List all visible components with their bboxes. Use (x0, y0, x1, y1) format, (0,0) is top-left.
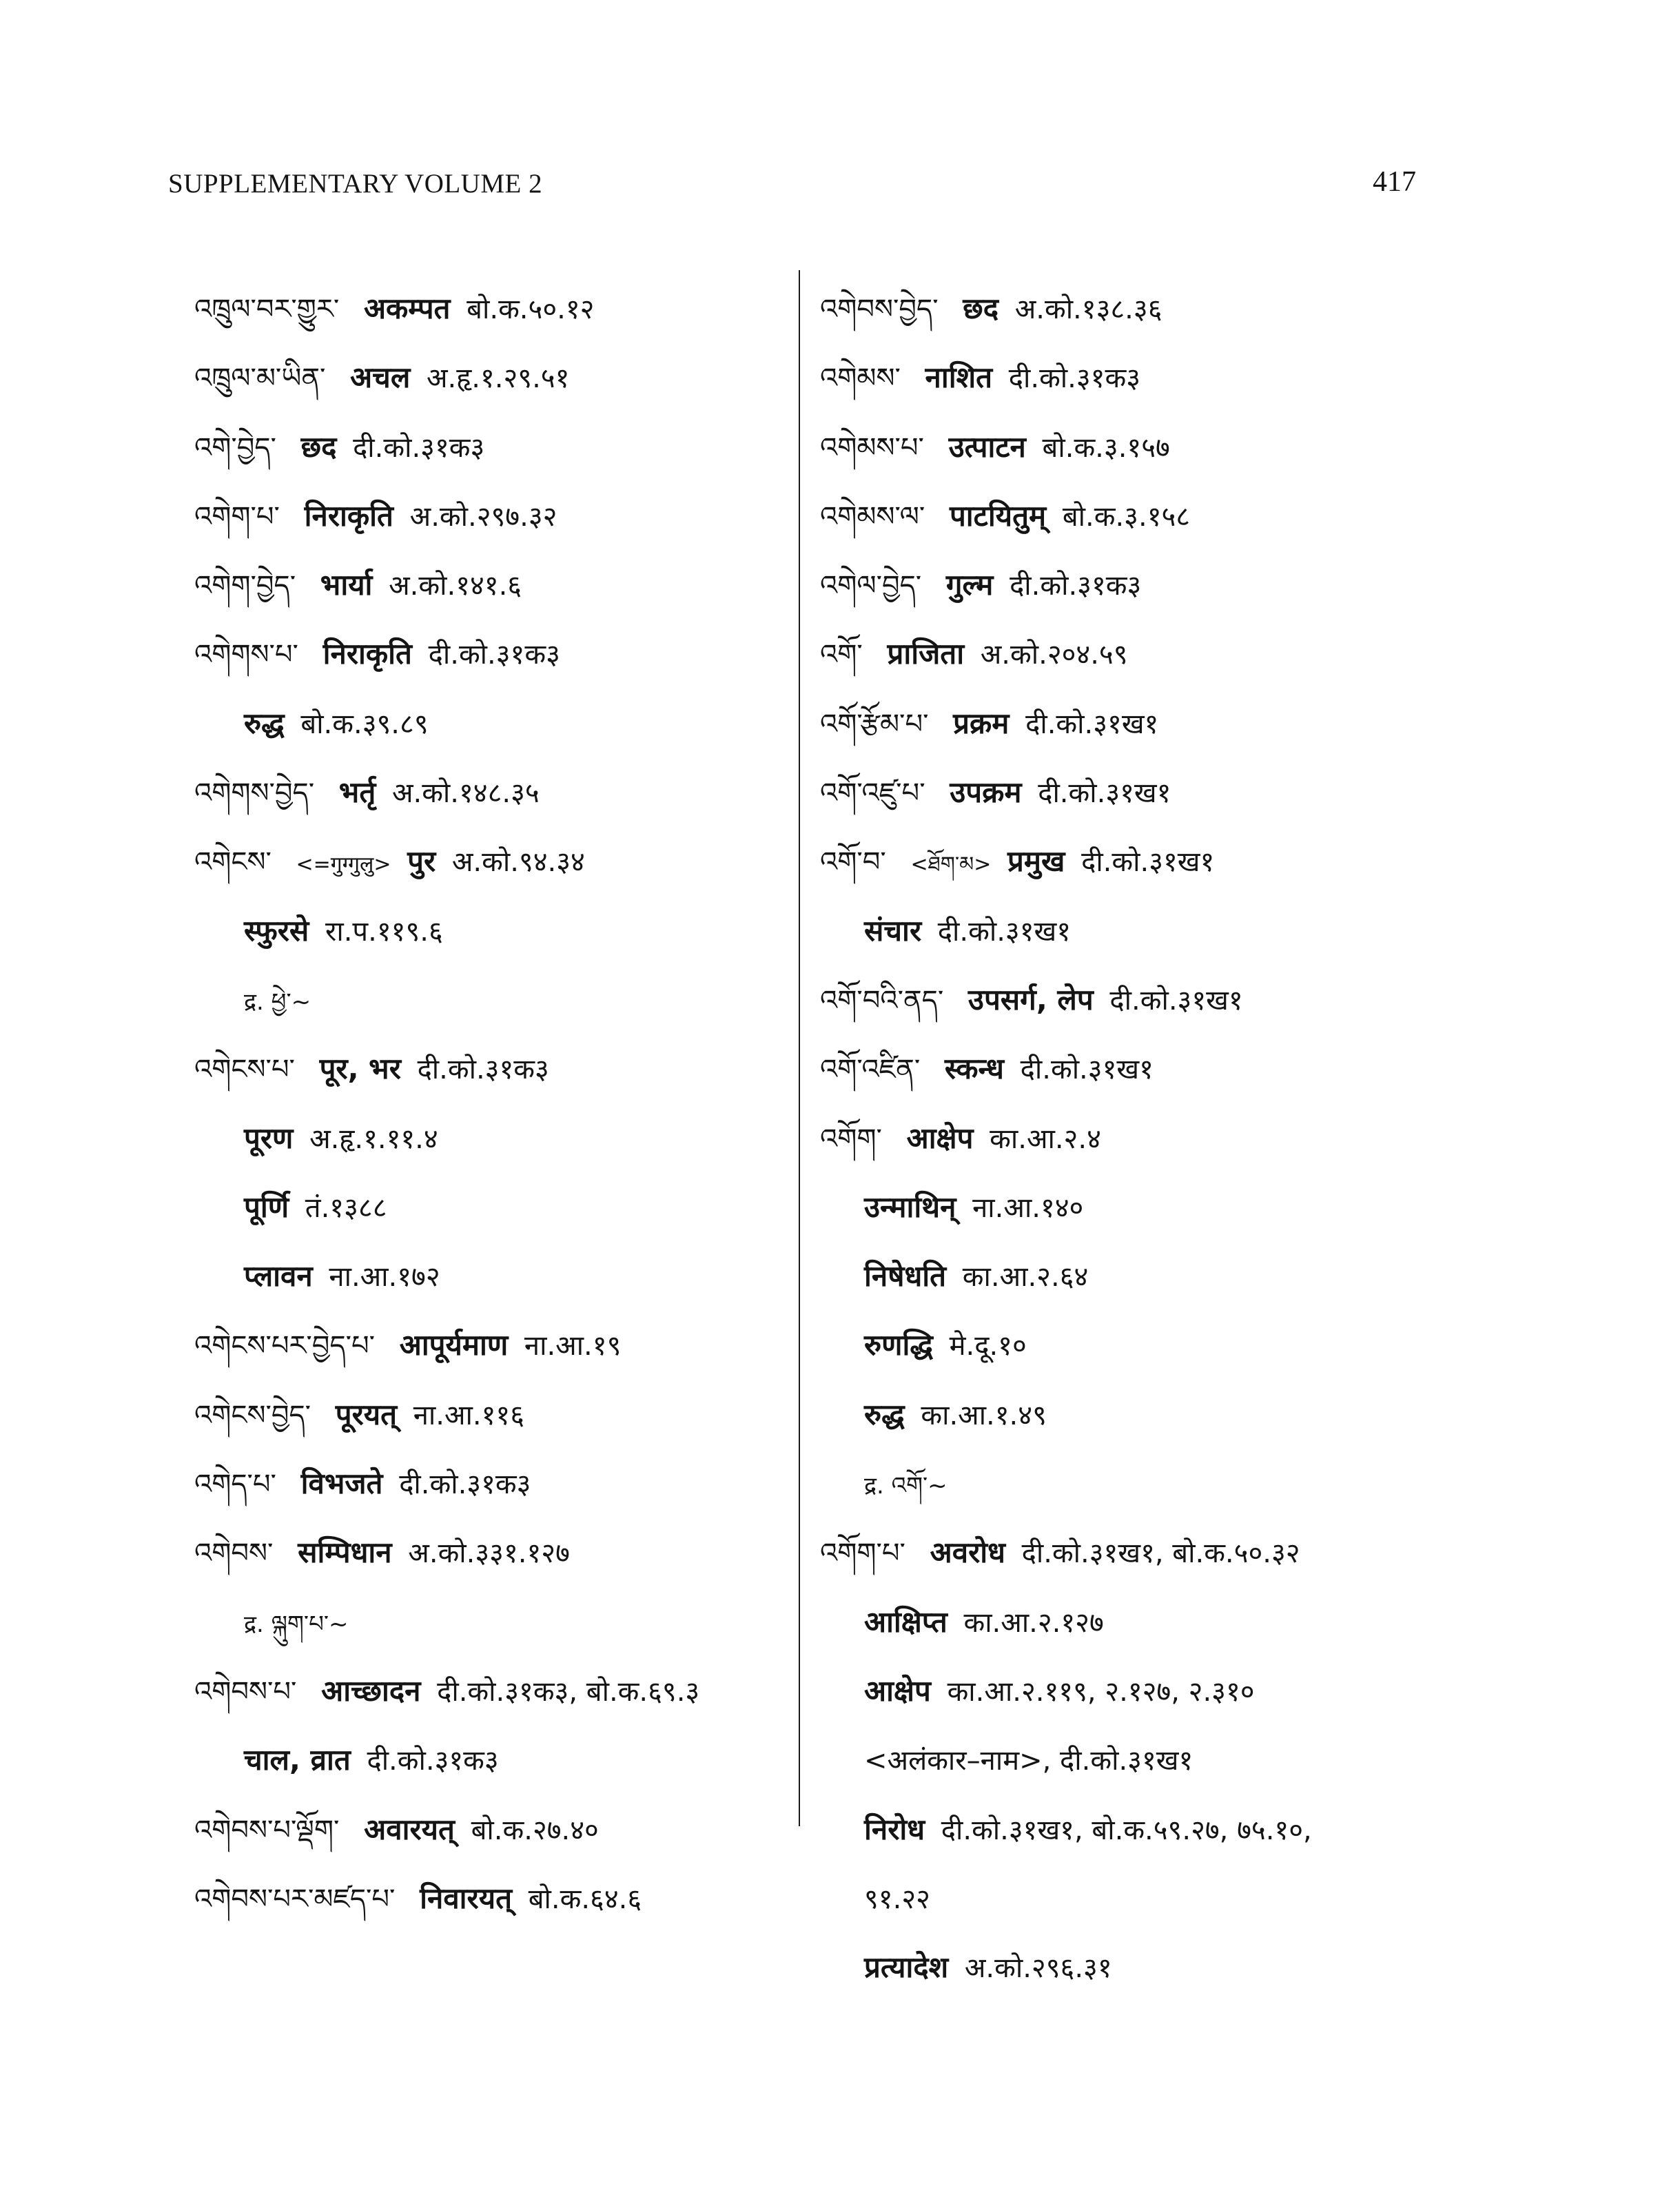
sanskrit-equivalent: आक्षेप (864, 1673, 931, 1708)
sanskrit-equivalent: अवारयत् (364, 1812, 455, 1846)
dictionary-subentry (194, 1726, 801, 1795)
entry-note: <=गुग्गुलु> (296, 852, 391, 877)
source-reference: अ.को.२०४.५९ (980, 639, 1128, 671)
dictionary-entry (820, 343, 1488, 412)
dictionary-entry (194, 343, 801, 412)
dictionary-subentry (194, 965, 801, 1034)
sanskrit-equivalent: आपूर्यमाण (399, 1328, 509, 1362)
tibetan-headword: འགོ་བའི་ནད་ (820, 984, 944, 1016)
dictionary-subentry (194, 897, 801, 965)
dictionary-subentry (820, 1449, 1488, 1518)
sanskrit-equivalent: अवरोध (930, 1535, 1005, 1570)
source-reference: तं.१३८८ (305, 1192, 387, 1224)
dictionary-subentry (820, 897, 1488, 965)
source-reference: बो.क.३.१५७ (1042, 431, 1170, 464)
dictionary-entry (194, 551, 801, 620)
source-reference: दी.को.३१क३ (1010, 570, 1142, 602)
sanskrit-equivalent: पुर (407, 844, 436, 879)
sanskrit-equivalent: आक्षेप (906, 1121, 974, 1155)
source-reference: बो.क.२७.४० (471, 1814, 599, 1846)
dictionary-subentry (820, 1726, 1488, 1795)
source-reference: बो.क.३९.८९ (300, 708, 429, 740)
tibetan-headword: འགེམས་པ་ (820, 431, 924, 464)
dictionary-subentry (820, 1588, 1488, 1657)
sanskrit-equivalent: आच्छादन (321, 1673, 421, 1708)
dictionary-entry (194, 1311, 801, 1380)
running-header: SUPPLEMENTARY VOLUME 2 (168, 169, 543, 198)
page-number: 417 (1373, 166, 1416, 198)
dictionary-entry (820, 482, 1488, 551)
source-reference: का.आ.१.४९ (921, 1399, 1047, 1431)
dictionary-subentry (820, 1933, 1488, 2002)
tibetan-headword: འགེལ་བྱེད་ (820, 570, 922, 602)
sanskrit-equivalent: उपसर्ग, लेप (967, 982, 1094, 1016)
sanskrit-equivalent: रुद्ध (244, 706, 285, 740)
tibetan-headword: འགོ་རྩོམ་པ་ (820, 708, 929, 740)
source-reference: का.आ.२.४ (990, 1123, 1101, 1155)
source-reference: दी.को.३१ख१ (1025, 708, 1159, 740)
dictionary-entry (194, 482, 801, 551)
sanskrit-equivalent: प्राजिता (887, 637, 965, 671)
sanskrit-equivalent: अकम्पत (363, 292, 451, 325)
sanskrit-equivalent: उपक्रम (950, 775, 1022, 810)
dictionary-subentry (194, 1588, 801, 1657)
dictionary-entry (820, 758, 1488, 827)
tibetan-headword: འགེངས་པ་ (194, 1054, 295, 1086)
source-reference: अ.को.१४८.३५ (391, 777, 540, 810)
tibetan-headword: འགེབས་པ་ལྡོག་ (194, 1814, 340, 1846)
sanskrit-equivalent: चाल, व्रात (244, 1743, 351, 1777)
dictionary-entry (820, 1518, 1488, 1587)
column-divider (799, 270, 800, 1826)
sanskrit-equivalent: आक्षिप्त (864, 1604, 947, 1639)
sanskrit-equivalent: प्लावन (244, 1259, 313, 1294)
source-reference: अ.को.९४.३४ (451, 846, 585, 879)
dictionary-subentry (820, 1380, 1488, 1449)
dictionary-entry (820, 620, 1488, 688)
source-reference: ना.आ.१९ (524, 1330, 622, 1362)
tibetan-headword: འགོག་པ་ (820, 1537, 905, 1570)
tibetan-headword: འགེངས་པར་བྱེད་པ་ (194, 1330, 376, 1362)
dictionary-subentry (820, 1311, 1488, 1380)
sanskrit-equivalent: प्रत्यादेश (864, 1950, 949, 1985)
sanskrit-equivalent: प्रक्रम (953, 706, 1010, 740)
source-reference: दी.को.३१क३ (367, 1745, 499, 1777)
tibetan-headword: འགེམས་ལ་ (820, 500, 925, 533)
source-reference: अ.को.३३१.१२७ (408, 1537, 570, 1570)
right-column (820, 274, 1488, 2002)
source-reference: दी.को.३१क३ (353, 431, 485, 464)
tibetan-headword: འགེད་པ་ (194, 1469, 276, 1501)
sanskrit-equivalent: निराकृति (304, 498, 393, 533)
dictionary-entry (194, 1034, 801, 1103)
source-reference: दी.को.३१क३ (428, 639, 560, 671)
dictionary-entry (194, 1795, 801, 1864)
source-reference: अ.को.१३८.३६ (1014, 294, 1162, 325)
dictionary-subentry (820, 1864, 1488, 1933)
tibetan-headword: འགེབས་པ་ (194, 1675, 297, 1708)
source-reference: का.आ.२.६४ (962, 1261, 1089, 1294)
source-reference: दी.को.३१क३ (417, 1054, 549, 1086)
source-reference: दी.को.३१ख१ (1038, 777, 1171, 810)
sanskrit-equivalent: अचल (350, 360, 411, 395)
dictionary-entry (194, 1864, 801, 1933)
dictionary-entry (194, 1518, 801, 1587)
cross-reference: द्र. ཕྱེ་~ (244, 988, 311, 1016)
sanskrit-equivalent: गुल्म (945, 568, 994, 602)
dictionary-entry (820, 827, 1488, 896)
tibetan-headword: འགེགས་བྱེད་ (194, 777, 315, 810)
source-reference: ना.आ.११६ (413, 1399, 525, 1431)
sanskrit-equivalent: सम्पिधान (298, 1535, 392, 1570)
dictionary-subentry (820, 1173, 1488, 1242)
sanskrit-equivalent: निवारयत् (420, 1881, 513, 1915)
tibetan-headword: འགེམས་ (820, 362, 901, 395)
source-reference: ना.आ.१७२ (329, 1261, 440, 1294)
tibetan-headword: འགེངས་ (194, 846, 272, 879)
dictionary-entry (820, 274, 1488, 343)
source-reference: दी.को.३१क३ (1008, 362, 1140, 395)
dictionary-entry (820, 551, 1488, 620)
tibetan-headword: འགེགས་པ་ (194, 639, 298, 671)
cross-reference: द्र. འགོ་~ (864, 1472, 947, 1500)
sanskrit-equivalent: पूर्णि (244, 1189, 289, 1224)
dictionary-subentry (820, 1657, 1488, 1726)
left-column (194, 274, 801, 1933)
sanskrit-equivalent: निषेधति (864, 1259, 947, 1294)
tibetan-headword: འགེག་པ་ (194, 500, 280, 533)
source-reference: अ.को.२९७.३२ (409, 500, 557, 533)
dictionary-subentry (820, 1242, 1488, 1311)
entry-note: <ཐོག་མ> (910, 852, 992, 877)
tibetan-headword: འཁྲུལ་མ་ཡིན་ (194, 362, 326, 395)
dictionary-entry (820, 1104, 1488, 1173)
source-reference: दी.को.३१ख१ (1081, 846, 1215, 879)
sanskrit-equivalent: पूरयत् (335, 1397, 398, 1431)
dictionary-entry (194, 1657, 801, 1726)
source-reference: रा.प.११९.६ (325, 915, 443, 948)
tibetan-headword: འགེབས་བྱེད་ (820, 294, 939, 325)
tibetan-headword: འགེབས་པར་མཛད་པ་ (194, 1883, 396, 1915)
source-reference: दी.को.३१ख१ (1020, 1054, 1154, 1086)
tibetan-headword: འགེབས་ (194, 1537, 274, 1570)
source-reference: दी.को.३१ख१ (1109, 984, 1243, 1016)
sanskrit-equivalent: भर्तृ (338, 775, 376, 810)
sanskrit-equivalent: पूरण (244, 1121, 294, 1155)
dictionary-subentry (820, 1795, 1488, 1864)
source-reference: दी.को.३१क३, बो.क.६९.३ (437, 1675, 700, 1708)
tibetan-headword: འགེངས་བྱེད་ (194, 1399, 311, 1431)
dictionary-entry (194, 1380, 801, 1449)
dictionary-entry (820, 965, 1488, 1034)
sanskrit-equivalent: नाशित (925, 360, 993, 395)
source-reference: दी.को.३१ख१ (937, 915, 1072, 948)
tibetan-headword: འགོག་ (820, 1123, 882, 1155)
tibetan-headword: འགོ་ (820, 639, 863, 671)
source-reference: ९१.२२ (864, 1883, 930, 1915)
sanskrit-equivalent: निरोध (864, 1812, 925, 1846)
dictionary-subentry (194, 689, 801, 758)
source-reference: अ.को.१४१.६ (389, 570, 522, 602)
source-reference: अ.को.२९६.३१ (964, 1952, 1112, 1985)
dictionary-entry (194, 413, 801, 482)
source-reference: बो.क.३.१५८ (1062, 500, 1191, 533)
source-reference: का.आ.२.११९, २.१२७, २.३१० (947, 1675, 1255, 1708)
sanskrit-equivalent: प्रमुख (1007, 844, 1065, 879)
tibetan-headword: འཁྲུལ་བར་གྱུར་ (194, 294, 340, 325)
sanskrit-equivalent: पूर, भर (319, 1052, 401, 1086)
sanskrit-equivalent: संचार (864, 913, 922, 948)
cross-reference: द्र. ལྐུག་པ་~ (244, 1610, 349, 1638)
tibetan-headword: འགེ་བྱེད་ (194, 431, 276, 464)
sanskrit-equivalent: पाटयितुम् (949, 498, 1047, 533)
tibetan-headword: འགེག་བྱེད་ (194, 570, 296, 602)
source-reference: ना.आ.१४० (972, 1192, 1084, 1224)
dictionary-entry (820, 413, 1488, 482)
sanskrit-equivalent: छद (300, 429, 337, 464)
source-reference: बो.क.६४.६ (528, 1883, 642, 1915)
source-reference: अ.हृ.१.११.४ (309, 1123, 438, 1155)
sanskrit-equivalent: उत्पाटन (948, 429, 1026, 464)
source-reference: <अलंकार–नाम>, दी.को.३१ख१ (864, 1745, 1194, 1777)
sanskrit-equivalent: विभजते (300, 1467, 383, 1501)
source-reference: दी.को.३१ख१, बो.क.५०.३२ (1021, 1537, 1300, 1570)
sanskrit-equivalent: रुणद्धि (864, 1328, 933, 1362)
sanskrit-equivalent: भार्या (320, 568, 373, 602)
tibetan-headword: འགོ་འཛིན་ (820, 1054, 921, 1086)
sanskrit-equivalent: उन्माथिन् (864, 1189, 956, 1224)
tibetan-headword: འགོ་བ་ (820, 846, 886, 879)
dictionary-entry (194, 1449, 801, 1518)
tibetan-headword: འགོ་འཛུ་པ་ (820, 777, 925, 810)
sanskrit-equivalent: रुद्ध (864, 1397, 905, 1431)
source-reference: अ.हृ.१.२९.५१ (426, 362, 570, 395)
sanskrit-equivalent: निराकृति (322, 637, 412, 671)
sanskrit-equivalent: स्कन्ध (944, 1052, 1004, 1086)
source-reference: दी.को.३१ख१, बो.क.५९.२७, ७५.१०, (941, 1814, 1312, 1846)
dictionary-entry (194, 620, 801, 688)
dictionary-subentry (194, 1104, 801, 1173)
source-reference: दी.को.३१क३ (399, 1469, 531, 1501)
source-reference: का.आ.२.१२७ (963, 1606, 1104, 1639)
source-reference: मे.दू.१० (949, 1330, 1027, 1362)
source-reference: बो.क.५०.१२ (467, 294, 595, 325)
dictionary-subentry (194, 1242, 801, 1311)
sanskrit-equivalent: स्फुरसे (244, 913, 309, 948)
dictionary-entry (194, 827, 801, 896)
dictionary-subentry (194, 1173, 801, 1242)
dictionary-entry (194, 758, 801, 827)
dictionary-entry (820, 1034, 1488, 1103)
dictionary-entry (194, 274, 801, 343)
dictionary-entry (820, 689, 1488, 758)
sanskrit-equivalent: छद (963, 292, 999, 325)
